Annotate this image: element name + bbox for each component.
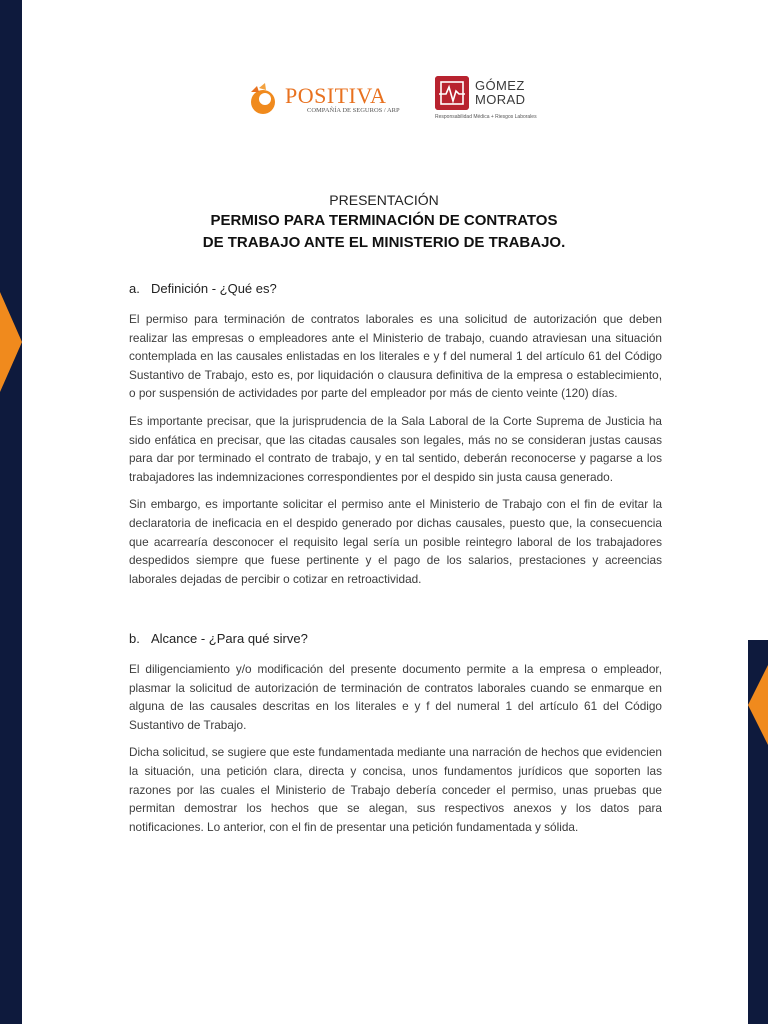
left-orange-accent	[0, 292, 22, 392]
paragraph: Es importante precisar, que la jurisprudencia de la Sala Laboral de la Corte Suprema de Justicia ha sido enfática en precisar, que las citadas causales son legales, más no se consideran justas causas para dar por terminado el contrato de trabajo, y en tal sentido, deberán reconocerse y pagarse a los trabajadores las indemnizaciones correspondientes por el despido sin justa causa generado.	[129, 413, 662, 484]
heading-line-1: PERMISO PARA TERMINACIÓN DE CONTRATOS	[210, 212, 558, 229]
section-title	[129, 630, 662, 648]
positiva-subtitle: COMPAÑÍA DE SEGUROS / ARP	[307, 106, 400, 114]
right-orange-accent	[748, 665, 768, 745]
heartbeat-icon	[435, 76, 469, 110]
section-heading: Alcance - ¿Para qué sirve?	[151, 631, 308, 646]
gomez-morad-tagline: Responsabilidad Médica + Riesgos Laborales	[435, 114, 537, 120]
section-title	[129, 280, 662, 298]
positiva-logo	[245, 82, 400, 116]
gomez-morad-logo	[435, 76, 537, 120]
positiva-sun-icon	[245, 82, 279, 116]
paragraph: Dicha solicitud, se sugiere que este fundamentada mediante una narración de hechos que evidencien la situación, una petición clara, directa y concisa, unos fundamentos jurídicos que soporten las razones por las cuales el Ministerio de Trabajo debería conceder el permiso, unas pruebas que permitan demostrar los hechos que se alegan, sus respectivos anexos y los datos para notificaciones. Lo anterior, con el fin de presentar una petición fundamentada y sólida.	[129, 745, 662, 834]
section-heading: Definición - ¿Qué es?	[151, 281, 277, 296]
paragraph: El diligenciamiento y/o modificación del presente documento permite a la empresa o empleador, plasmar la solicitud de autorización de terminación de contratos laborales cuando se enmarque en alguna de las causales descritas en los literales e y f del numeral 1 del artículo 61 del Código Sustantivo de Trabajo.	[129, 662, 662, 732]
paragraph: El permiso para terminación de contratos laborales es una solicitud de autorización que deben realizar las empresas o empleadores ante el Ministerio de trabajo, cuando atraviesan una situación contemplada en las causales enlistadas en los literales e y f del numeral 1 del artículo 61 del Código Sustantivo de Trabajo, esto es, por liquidación o clausura definitiva de la empresa o establecimiento, o por suspensión de actividades por parte del empleador por más de ciento veinte (120) días.	[129, 312, 662, 401]
section-letter: b.	[129, 631, 140, 646]
document-heading	[0, 190, 768, 254]
left-navy-band	[0, 0, 22, 1024]
section-definicion	[129, 280, 662, 597]
heading-pre: PRESENTACIÓN	[329, 192, 439, 208]
heading-line-2: DE TRABAJO ANTE EL MINISTERIO DE TRABAJO.	[202, 234, 566, 251]
header-logos	[245, 76, 535, 126]
section-letter: a.	[129, 281, 140, 296]
positiva-name: POSITIVA	[285, 82, 387, 108]
gomez-text: GÓMEZ	[475, 78, 525, 93]
morad-text: MORAD	[475, 92, 526, 107]
section-alcance	[129, 630, 662, 845]
paragraph: Sin embargo, es importante solicitar el permiso ante el Ministerio de Trabajo con el fin de evitar la declaratoria de ineficacia en el despido generado por dichas causales, puesto que, la consecuencia que acarrearía desconocer el requisito legal sería un posible reintegro laboral de los trabajadores despedidos siempre que fuese pertinente y el pago de los salarios, prestaciones y acreencias laborales dejadas de percibir o cotizar en retroactividad.	[129, 497, 662, 586]
